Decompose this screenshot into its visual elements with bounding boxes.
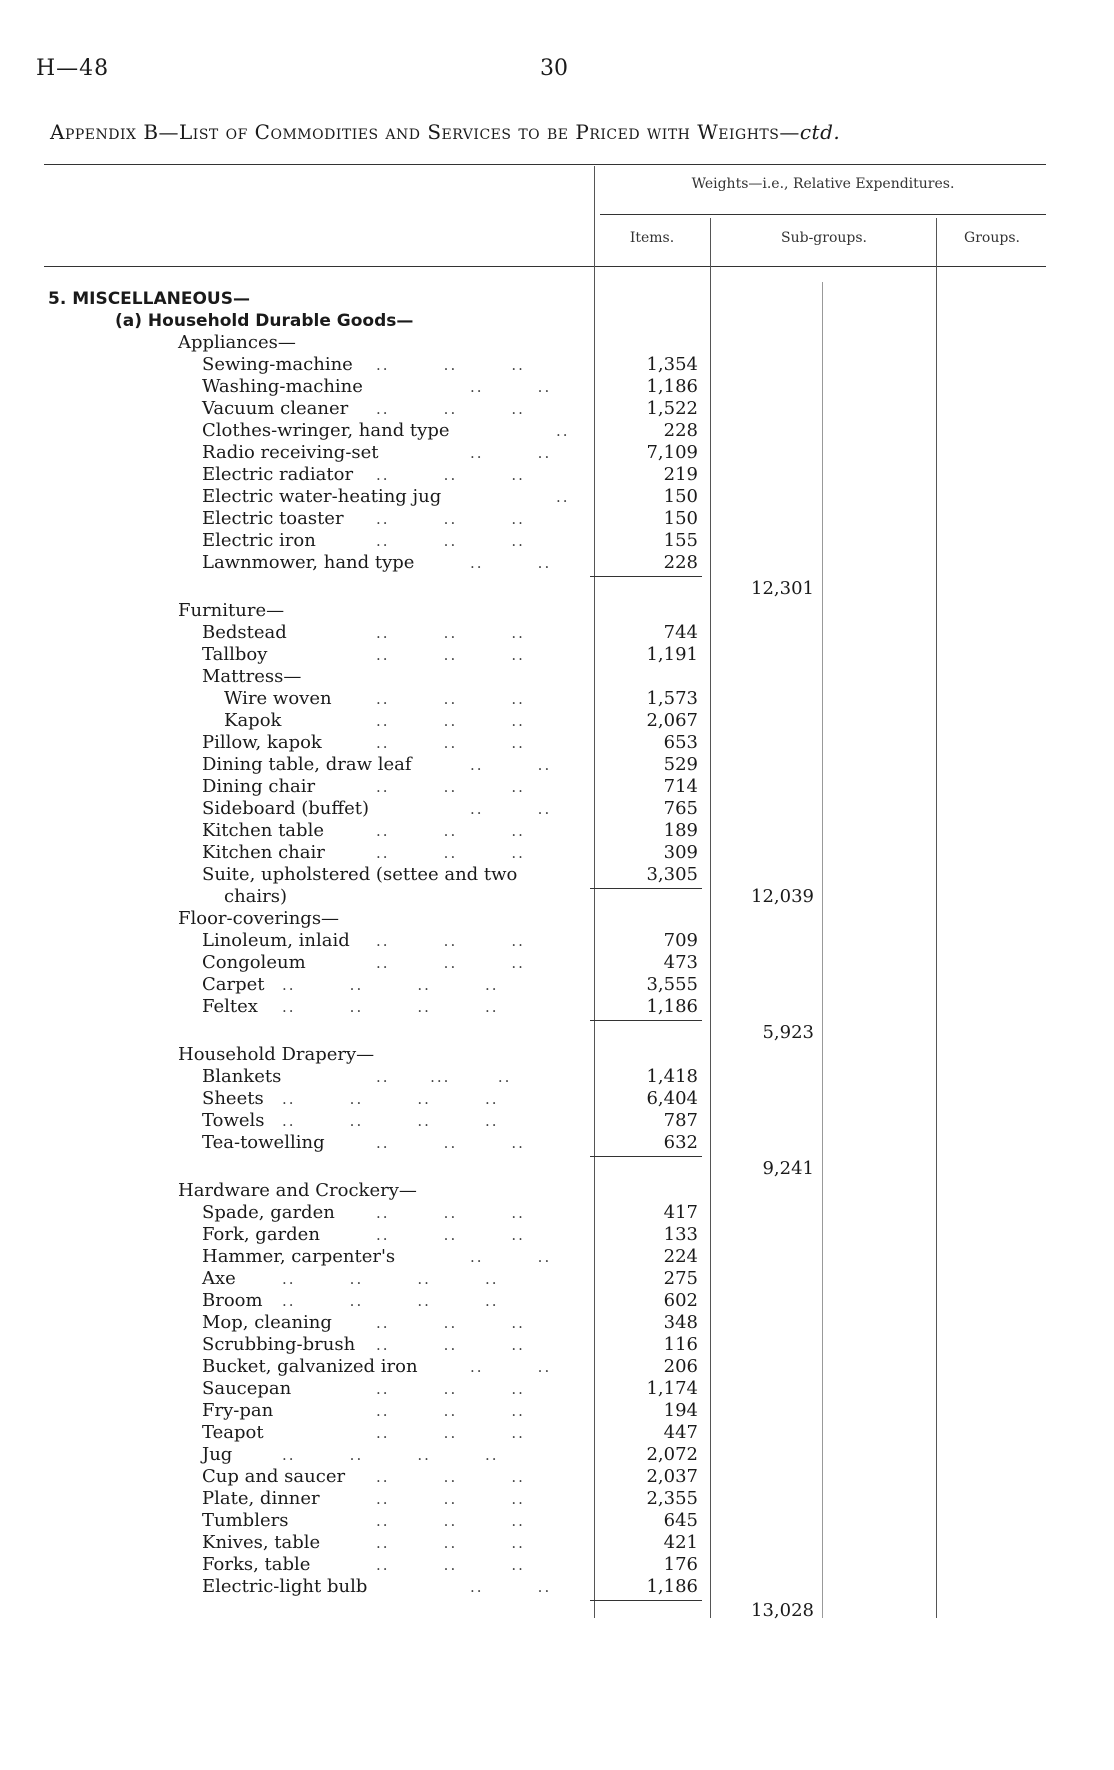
item-value: 1,186 — [646, 376, 698, 397]
leader-dots: .. .. — [470, 756, 552, 774]
item-label: Sewing-machine — [202, 354, 353, 375]
table-row — [0, 1532, 1114, 1554]
subgroup-total: 12,039 — [751, 886, 814, 907]
leader-dots: .. .. — [470, 1248, 552, 1266]
table-row — [0, 552, 1114, 574]
item-label: Bucket, galvanized iron — [202, 1356, 418, 1377]
leader-dots: .. .. .. — [376, 1226, 525, 1244]
item-label: Kitchen table — [202, 820, 324, 841]
item-value: 2,037 — [646, 1466, 698, 1487]
item-value: 447 — [663, 1422, 698, 1443]
weights-rule — [600, 214, 1046, 215]
table-row — [0, 930, 1114, 952]
item-value: 645 — [663, 1510, 698, 1531]
item-label: Broom — [202, 1290, 263, 1311]
item-label: Blankets — [202, 1066, 282, 1087]
table-row — [0, 1488, 1114, 1510]
item-label: Jug — [202, 1444, 233, 1465]
item-value: 417 — [663, 1202, 698, 1223]
leader-dots: .. .. .. — [376, 1534, 525, 1552]
leader-dots: .. .. .. — [376, 844, 525, 862]
item-label: Sheets — [202, 1088, 264, 1109]
item-label: Electric radiator — [202, 464, 354, 485]
item-value: 653 — [663, 732, 698, 753]
subtotal-rule — [590, 1156, 702, 1157]
item-label: Forks, table — [202, 1554, 311, 1575]
item-value: 1,186 — [646, 996, 698, 1017]
group-heading-row — [0, 332, 1114, 354]
table-row — [0, 1088, 1114, 1110]
page-title — [50, 120, 1070, 144]
table-row — [0, 1576, 1114, 1598]
table-row — [0, 1356, 1114, 1378]
item-value: 133 — [663, 1224, 698, 1245]
item-label: Dining chair — [202, 776, 316, 797]
leader-dots: .. .. .. — [376, 1468, 525, 1486]
table-row — [0, 376, 1114, 398]
table-row — [0, 1110, 1114, 1132]
item-label: Kapok — [224, 710, 282, 731]
item-label: Towels — [202, 1110, 265, 1131]
leader-dots: .. .. .. — [376, 1512, 525, 1530]
leader-dots: .. .. — [470, 378, 552, 396]
item-value: 709 — [663, 930, 698, 951]
item-label: Radio receiving-set — [202, 442, 379, 463]
section-title: 5. MISCELLANEOUS— — [48, 289, 250, 309]
table-row — [0, 442, 1114, 464]
item-label: Saucepan — [202, 1378, 292, 1399]
leader-dots: .. .. — [470, 800, 552, 818]
table-row — [0, 354, 1114, 376]
item-label: Spade, garden — [202, 1202, 335, 1223]
item-value: 602 — [663, 1290, 698, 1311]
leader-dots: .. — [556, 488, 570, 506]
item-value: 473 — [663, 952, 698, 973]
table-row — [0, 1554, 1114, 1576]
item-label: Congoleum — [202, 952, 306, 973]
group-title: Hardware and Crockery— — [178, 1180, 417, 1201]
item-label: Feltex — [202, 996, 258, 1017]
item-label: Fry-pan — [202, 1400, 274, 1421]
item-value: 206 — [663, 1356, 698, 1377]
item-value: 1,354 — [646, 354, 698, 375]
group-title: Appliances— — [178, 332, 296, 353]
leader-dots: .. .. .. — [376, 822, 525, 840]
item-value: 2,072 — [646, 1444, 698, 1465]
leader-dots: .. .. .. — [376, 1314, 525, 1332]
subtotal-row — [0, 578, 1114, 600]
table-row — [0, 1422, 1114, 1444]
table-row — [0, 1066, 1114, 1088]
item-label: Mop, cleaning — [202, 1312, 332, 1333]
item-label: Fork, garden — [202, 1224, 320, 1245]
item-label: Carpet — [202, 974, 265, 995]
item-value: 309 — [663, 842, 698, 863]
table-row — [0, 1290, 1114, 1312]
item-value: 150 — [663, 508, 698, 529]
leader-dots: .. .. .. .. — [282, 1270, 499, 1288]
leader-dots: .. .. .. — [376, 400, 525, 418]
item-value: 194 — [663, 1400, 698, 1421]
table-row — [0, 644, 1114, 666]
table-row — [0, 1444, 1114, 1466]
item-value: 3,555 — [646, 974, 698, 995]
table-row — [0, 1510, 1114, 1532]
item-value: 632 — [663, 1132, 698, 1153]
leader-dots: .. .. .. .. — [282, 1090, 499, 1108]
item-label: Linoleum, inlaid — [202, 930, 350, 951]
table-row — [0, 688, 1114, 710]
item-label: Bedstead — [202, 622, 287, 643]
item-label: Kitchen chair — [202, 842, 325, 863]
item-value: 3,305 — [646, 864, 698, 885]
item-label: Teapot — [202, 1422, 264, 1443]
leader-dots: .. .. .. — [376, 712, 525, 730]
page-number: 30 — [540, 56, 568, 81]
leader-dots: .. .. .. .. — [282, 1112, 499, 1130]
leader-dots: .. .. .. — [376, 356, 525, 374]
table-row — [0, 1224, 1114, 1246]
item-value: 6,404 — [646, 1088, 698, 1109]
group-heading-row — [0, 908, 1114, 930]
leader-dots: .. .. .. — [376, 1424, 525, 1442]
item-label: Knives, table — [202, 1532, 321, 1553]
subgroups-column-header: Sub-groups. — [781, 230, 867, 246]
table-row — [0, 1378, 1114, 1400]
weights-heading: Weights—i.e., Relative Expenditures. — [691, 176, 955, 192]
table-row — [0, 710, 1114, 732]
table-row — [0, 820, 1114, 842]
table-row — [0, 864, 1114, 886]
table-row — [0, 1246, 1114, 1268]
leader-dots: .. .. .. — [376, 1134, 525, 1152]
item-label: Suite, upholstered (settee and two — [202, 864, 518, 885]
group-title: Floor-coverings— — [178, 908, 340, 929]
group-title: Household Drapery— — [178, 1044, 375, 1065]
groups-column-header: Groups. — [964, 230, 1020, 246]
leader-dots: .. .. .. .. — [282, 1446, 499, 1464]
item-value: 1,191 — [646, 644, 698, 665]
leader-dots: .. .. .. — [376, 1336, 525, 1354]
item-value: 1,174 — [646, 1378, 698, 1399]
leader-dots: .. .. .. — [376, 466, 525, 484]
table-row — [0, 420, 1114, 442]
table-row — [0, 530, 1114, 552]
item-label: Mattress— — [202, 666, 302, 687]
document-code: H—48 — [36, 56, 110, 81]
leader-dots: .. .. .. — [376, 532, 525, 550]
item-value: 765 — [663, 798, 698, 819]
table-row — [0, 842, 1114, 864]
leader-dots: .. .. .. — [376, 1402, 525, 1420]
table-row — [0, 974, 1114, 996]
subtotal-row — [0, 1158, 1114, 1180]
item-label: Pillow, kapok — [202, 732, 322, 753]
header-bottom-rule — [44, 266, 1046, 267]
group-title: Furniture— — [178, 600, 285, 621]
table-row — [0, 464, 1114, 486]
table-row — [0, 622, 1114, 644]
item-label: Scrubbing-brush — [202, 1334, 356, 1355]
table-row — [0, 1400, 1114, 1422]
leader-dots: .. .. .. — [376, 778, 525, 796]
table-row — [0, 1466, 1114, 1488]
subgroup-total: 9,241 — [762, 1158, 814, 1179]
table-row — [0, 996, 1114, 1018]
title-suffix: ctd. — [799, 120, 841, 144]
subsection-title: (a) Household Durable Goods— — [115, 311, 414, 331]
subtotal-row — [0, 1022, 1114, 1044]
item-value: 224 — [663, 1246, 698, 1267]
table-row — [0, 508, 1114, 530]
item-value: 176 — [663, 1554, 698, 1575]
item-label: Vacuum cleaner — [202, 398, 349, 419]
item-value: 1,573 — [646, 688, 698, 709]
subtotal-row — [0, 1600, 1114, 1622]
group-heading-row — [0, 1180, 1114, 1202]
item-value: 228 — [663, 552, 698, 573]
item-label: Hammer, carpenter's — [202, 1246, 396, 1267]
leader-dots: .. .. .. — [376, 624, 525, 642]
section-row — [0, 288, 1114, 310]
leader-dots: .. .. .. — [376, 690, 525, 708]
item-label: Tallboy — [202, 644, 268, 665]
item-label: Cup and saucer — [202, 1466, 346, 1487]
leader-dots: .. .. .. .. — [282, 1292, 499, 1310]
leader-dots: .. ... .. — [376, 1068, 512, 1086]
table-row — [0, 776, 1114, 798]
item-label: Electric-light bulb — [202, 1576, 368, 1597]
subtotal-rule — [590, 888, 702, 889]
item-value: 150 — [663, 486, 698, 507]
table-row — [0, 732, 1114, 754]
leader-dots: .. .. .. — [376, 510, 525, 528]
item-value: 116 — [663, 1334, 698, 1355]
subgroup-total: 12,301 — [751, 578, 814, 599]
item-value: 219 — [663, 464, 698, 485]
leader-dots: .. .. — [470, 554, 552, 572]
item-value: 348 — [663, 1312, 698, 1333]
item-value: 787 — [663, 1110, 698, 1131]
group-heading-row — [0, 600, 1114, 622]
item-label: Tumblers — [202, 1510, 289, 1531]
item-label: Electric iron — [202, 530, 316, 551]
table-row — [0, 754, 1114, 776]
item-label: Axe — [202, 1268, 236, 1289]
item-label: Sideboard (buffet) — [202, 798, 370, 819]
item-value: 1,522 — [646, 398, 698, 419]
subtotal-rule — [590, 576, 702, 577]
subtotal-rule — [590, 1020, 702, 1021]
item-label: Clothes-wringer, hand type — [202, 420, 450, 441]
subgroup-total: 13,028 — [751, 1600, 814, 1621]
item-value: 7,109 — [646, 442, 698, 463]
item-value: 228 — [663, 420, 698, 441]
items-column-header: Items. — [629, 230, 675, 246]
item-label: Tea-towelling — [202, 1132, 325, 1153]
top-rule — [44, 164, 1046, 165]
leader-dots: .. — [556, 422, 570, 440]
item-label: Electric toaster — [202, 508, 344, 529]
item-value: 1,186 — [646, 1576, 698, 1597]
table-row — [0, 886, 1114, 908]
title-text: Appendix B—List of Commodities and Services to be Priced with Weights— — [50, 120, 800, 144]
leader-dots: .. .. .. — [376, 954, 525, 972]
table-row — [0, 1268, 1114, 1290]
table-row — [0, 1202, 1114, 1224]
item-value: 1,418 — [646, 1066, 698, 1087]
leader-dots: .. .. .. — [376, 932, 525, 950]
item-value: 275 — [663, 1268, 698, 1289]
table-row — [0, 486, 1114, 508]
leader-dots: .. .. .. — [376, 1556, 525, 1574]
item-label: Lawnmower, hand type — [202, 552, 415, 573]
leader-dots: .. .. .. — [376, 734, 525, 752]
item-value: 421 — [663, 1532, 698, 1553]
leader-dots: .. .. .. — [376, 1380, 525, 1398]
item-label: Wire woven — [224, 688, 332, 709]
item-label: Electric water-heating jug — [202, 486, 442, 507]
leader-dots: .. .. — [470, 444, 552, 462]
table-row — [0, 952, 1114, 974]
leader-dots: .. .. .. — [376, 646, 525, 664]
table-row — [0, 398, 1114, 420]
table-row — [0, 666, 1114, 688]
table-row — [0, 1312, 1114, 1334]
item-value: 529 — [663, 754, 698, 775]
item-value: 155 — [663, 530, 698, 551]
leader-dots: .. .. .. — [376, 1204, 525, 1222]
leader-dots: .. .. .. .. — [282, 976, 499, 994]
leader-dots: .. .. — [470, 1578, 552, 1596]
leader-dots: .. .. .. .. — [282, 998, 499, 1016]
table-row — [0, 1334, 1114, 1356]
table-row — [0, 1132, 1114, 1154]
item-value: 714 — [663, 776, 698, 797]
subsection-row — [0, 310, 1114, 332]
group-heading-row — [0, 1044, 1114, 1066]
table-row — [0, 798, 1114, 820]
leader-dots: .. .. — [470, 1358, 552, 1376]
leader-dots: .. .. .. — [376, 1490, 525, 1508]
item-label: Washing-machine — [202, 376, 363, 397]
item-label: chairs) — [224, 886, 288, 907]
item-value: 2,067 — [646, 710, 698, 731]
item-value: 2,355 — [646, 1488, 698, 1509]
item-value: 744 — [663, 622, 698, 643]
subgroup-total: 5,923 — [762, 1022, 814, 1043]
item-label: Dining table, draw leaf — [202, 754, 412, 775]
item-label: Plate, dinner — [202, 1488, 320, 1509]
item-value: 189 — [663, 820, 698, 841]
